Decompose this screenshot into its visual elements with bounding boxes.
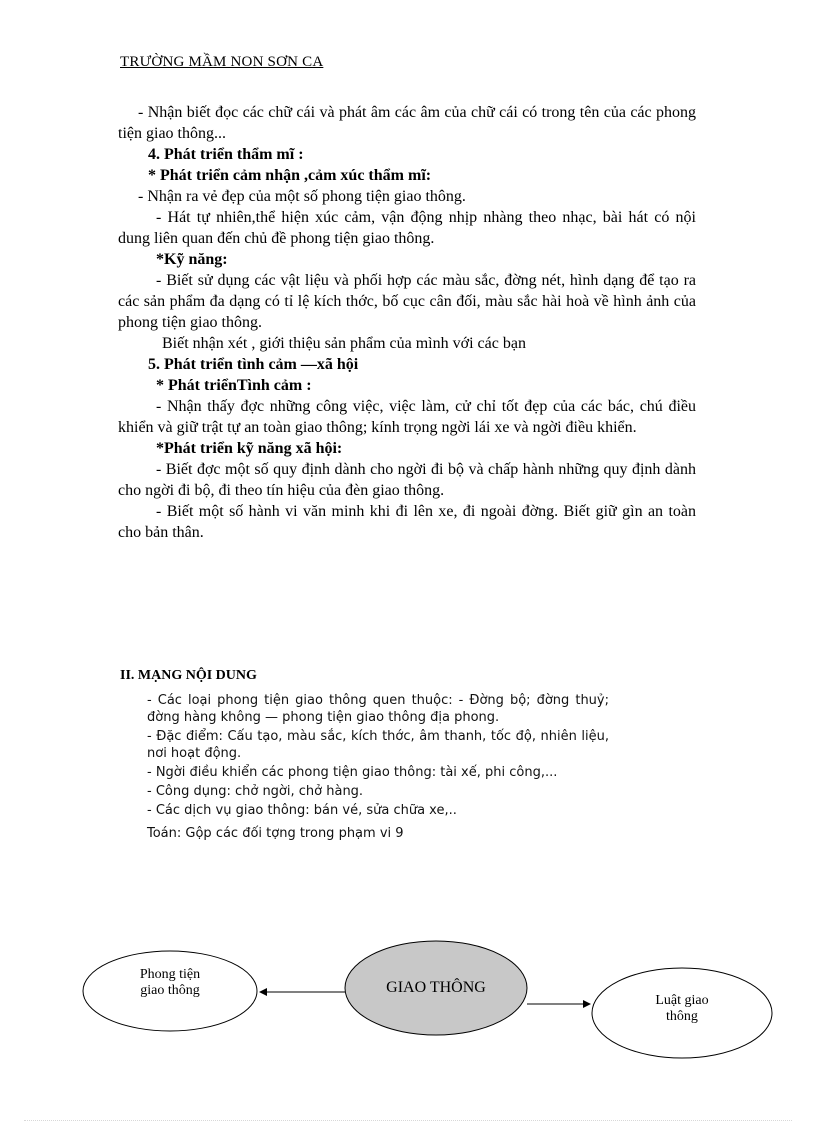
list-item: - Đặc điểm: Cấu tạo, màu sắc, kích thớc, âm thanh, tốc độ, nhiên liệu, nơi hoạt động. <box>147 729 609 761</box>
school-header: TRƯỜNG MẦM NON SƠN CA <box>120 54 324 70</box>
list-item: - Công dụng: chở ngời, chở hàng. <box>147 784 364 799</box>
paragraph-materials: - Biết sử dụng các vật liệu và phối hợp các màu sắc, đờng nét, hình dạng để tạo ra các sản phẩm đa dạng có tỉ lệ kích thớc, bố cục cân đối, màu sắc hài hoà về hình ảnh của phong tiện giao thông. <box>118 272 696 331</box>
mind-map-diagram <box>0 940 816 1080</box>
center-node-label: GIAO THÔNG <box>386 979 486 996</box>
body-section <box>118 102 696 543</box>
paragraph-beauty: - Nhận ra vẻ đẹp của một số phong tiện giao thông. <box>138 188 466 205</box>
paragraph-review: Biết nhận xét , giới thiệu sản phẩm của mình với các bạn <box>162 335 526 352</box>
list-item-math: Toán: Gộp các đối tợng trong phạm vi 9 <box>147 826 404 841</box>
paragraph-respect: - Nhận thấy đợc những công việc, việc làm, cử chỉ tốt đẹp của các bác, chú điều khiển và giữ trật tự an toàn giao thông; kính trọng ngời lái xe và ngời điều khiển. <box>118 398 696 436</box>
paragraph-letters: - Nhận biết đọc các chữ cái và phát âm các âm của chữ cái có trong tên của các phong tiện giao thông... <box>118 104 696 142</box>
subheading-social-skills: *Phát triển kỹ năng xã hội: <box>156 440 343 457</box>
page-bottom-divider <box>24 1120 792 1122</box>
list-item: - Các loại phong tiện giao thông quen thuộc: - Đờng bộ; đờng thuỷ; đờng hàng không — phong tiện giao thông địa phong. <box>147 693 609 725</box>
subheading-aesthetic-feeling: * Phát triển cảm nhận ,cảm xúc thẩm mĩ: <box>148 167 432 184</box>
heading-social: 5. Phát triển tình cảm —xã hội <box>148 356 359 373</box>
paragraph-rules: - Biết đợc một số quy định dành cho ngời đi bộ và chấp hành những quy định dành cho ngời đi bộ, đi theo tín hiệu của đèn giao thông. <box>118 461 696 499</box>
paragraph-singing: - Hát tự nhiên,thể hiện xúc cảm, vận động nhịp nhàng theo nhạc, bài hát có nội dung liên quan đến chủ đề phong tiện giao thông. <box>118 209 696 247</box>
list-item: - Ngời điều khiển các phong tiện giao thông: tài xế, phi công,... <box>147 765 558 780</box>
paragraph-behaviour: - Biết một số hành vi văn minh khi đi lên xe, đi ngoài đờng. Biết giữ gìn an toàn cho bản thân. <box>118 503 696 541</box>
section-title: II. MẠNG NỘI DUNG <box>120 668 257 683</box>
right-node-label: Luật giao thông <box>655 993 709 1024</box>
list-item: - Các dịch vụ giao thông: bán vé, sửa chữa xe,.. <box>147 803 457 818</box>
heading-aesthetic: 4. Phát triển thẩm mĩ : <box>148 146 304 163</box>
subheading-skills: *Kỹ năng: <box>156 251 228 268</box>
subheading-emotion: * Phát triểnTình cảm : <box>156 377 312 394</box>
content-network-list <box>147 692 609 844</box>
left-node-label: Phong tiện giao thông <box>139 967 201 998</box>
